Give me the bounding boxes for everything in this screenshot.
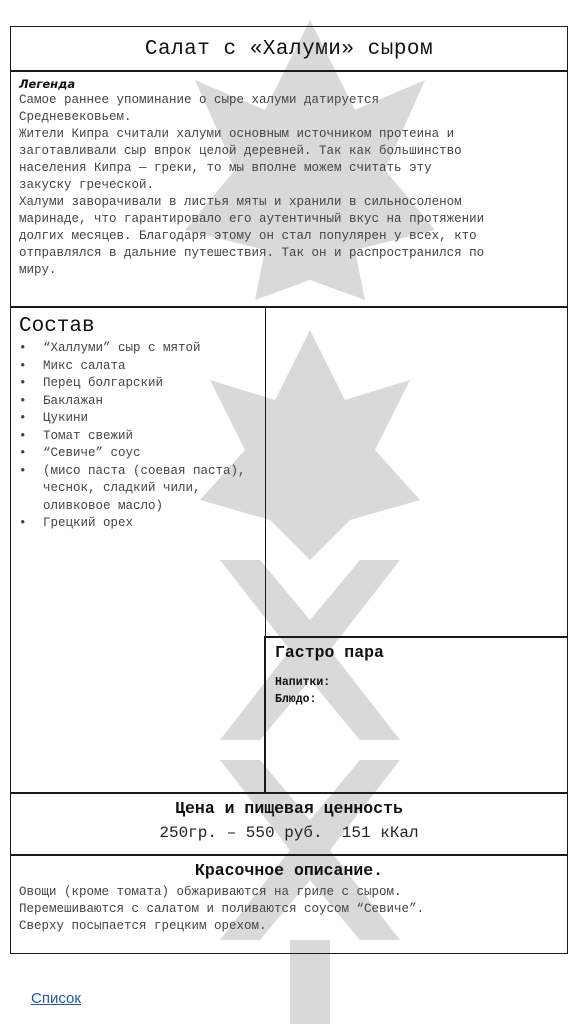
dish-label: Блюдо:	[275, 693, 317, 706]
legend-line: маринаде, что гарантировало его аутентичный вкус на протяжении	[19, 212, 485, 226]
ingredients-list	[19, 340, 257, 533]
price-section	[10, 792, 568, 856]
legend-heading: Легенда	[19, 77, 76, 91]
legend-line: Самое раннее упоминание о сыре халуми датируется	[19, 93, 380, 107]
empty-panel	[264, 306, 568, 638]
page-title: Салат с «Халуми» сыром	[144, 37, 434, 61]
list-link[interactable]: Список	[31, 990, 81, 1007]
legend-line: закуску греческой.	[19, 178, 155, 192]
legend-text	[19, 92, 559, 279]
legend-line: Жители Кипра считали халуми основным источником протеина и	[19, 127, 455, 141]
recipe-card	[10, 26, 568, 954]
description-line: Овощи (кроме томата) обжариваются на гриле с сыром.	[19, 885, 402, 899]
legend-line: Средневековьем.	[19, 110, 132, 124]
legend-line: миру.	[19, 263, 57, 277]
list-item: • Перец болгарский	[19, 375, 257, 393]
price-heading: Цена и пищевая ценность	[175, 799, 403, 818]
price-value: 250гр. – 550 руб. 151 кКал	[159, 824, 419, 842]
list-item: • “Халлуми” сыр с мятой	[19, 340, 257, 358]
description-section	[10, 854, 568, 954]
list-item: • (мисо паста (соевая паста), чеснок, сладкий чили, оливковое масло)	[19, 463, 257, 516]
description-line: Сверху посыпается грецким орехом.	[19, 919, 267, 933]
gastro-heading: Гастро пара	[275, 643, 384, 662]
description-text	[19, 884, 559, 935]
legend-line: отправлялся в дальние путешествия. Так он и распространился по	[19, 246, 485, 260]
description-line: Перемешиваются с салатом и поливаются соусом “Севиче”.	[19, 902, 425, 916]
gastro-pair-section	[264, 636, 568, 794]
drinks-label: Напитки:	[275, 676, 331, 689]
list-item: • Микс салата	[19, 358, 257, 376]
legend-line: населения Кипра — греки, то мы вполне можем считать эту	[19, 161, 432, 175]
ingredients-heading: Состав	[19, 315, 95, 338]
list-item: • Баклажан	[19, 393, 257, 411]
legend-line: Халуми заворачивали в листья мяты и хранили в сильносоленом	[19, 195, 462, 209]
legend-section	[10, 70, 568, 308]
list-item: • Томат свежий	[19, 428, 257, 446]
ingredients-section	[10, 306, 266, 794]
list-item: • “Севиче” соус	[19, 445, 257, 463]
list-item: • Грецкий орех	[19, 515, 257, 533]
description-heading: Красочное описание.	[194, 861, 384, 880]
legend-line: долгих месяцев. Благодаря этому он стал популярен у всех, кто	[19, 229, 477, 243]
title-section	[10, 26, 568, 72]
legend-line: заготавливали сыр впрок целой деревней. Так как большинство	[19, 144, 462, 158]
list-item: • Цукини	[19, 410, 257, 428]
